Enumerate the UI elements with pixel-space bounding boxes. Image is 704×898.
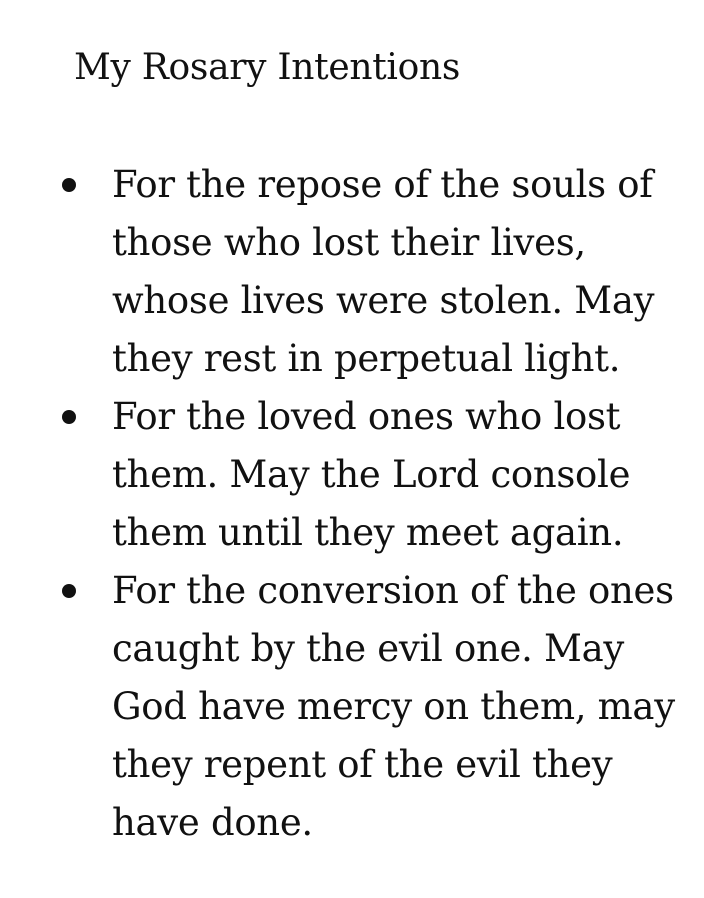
- list-item-line: they rest in perpetual light.: [112, 337, 621, 380]
- list-item-line: caught by the evil one. May: [112, 627, 624, 670]
- list-item-line: whose lives were stolen. May: [112, 279, 655, 322]
- bullet-icon: [62, 410, 76, 424]
- list-item: [54, 388, 684, 562]
- list-item: [54, 156, 684, 388]
- list-item-line: For the loved ones who lost: [112, 395, 621, 438]
- list-item-line: God have mercy on them, may: [112, 685, 675, 728]
- list-item-line: have done.: [112, 801, 313, 844]
- list-item-line: they repent of the evil they: [112, 743, 613, 786]
- page-title: My Rosary Intentions: [74, 47, 461, 88]
- list-item-line: For the repose of the souls of: [112, 163, 653, 206]
- list-item: [54, 562, 684, 852]
- list-item-line: them. May the Lord console: [112, 453, 631, 496]
- bullet-icon: [62, 584, 76, 598]
- intentions-list: [54, 156, 684, 852]
- list-item-line: those who lost their lives,: [112, 221, 586, 264]
- list-item-line: For the conversion of the ones: [112, 569, 674, 612]
- bullet-icon: [62, 178, 76, 192]
- list-item-line: them until they meet again.: [112, 511, 624, 554]
